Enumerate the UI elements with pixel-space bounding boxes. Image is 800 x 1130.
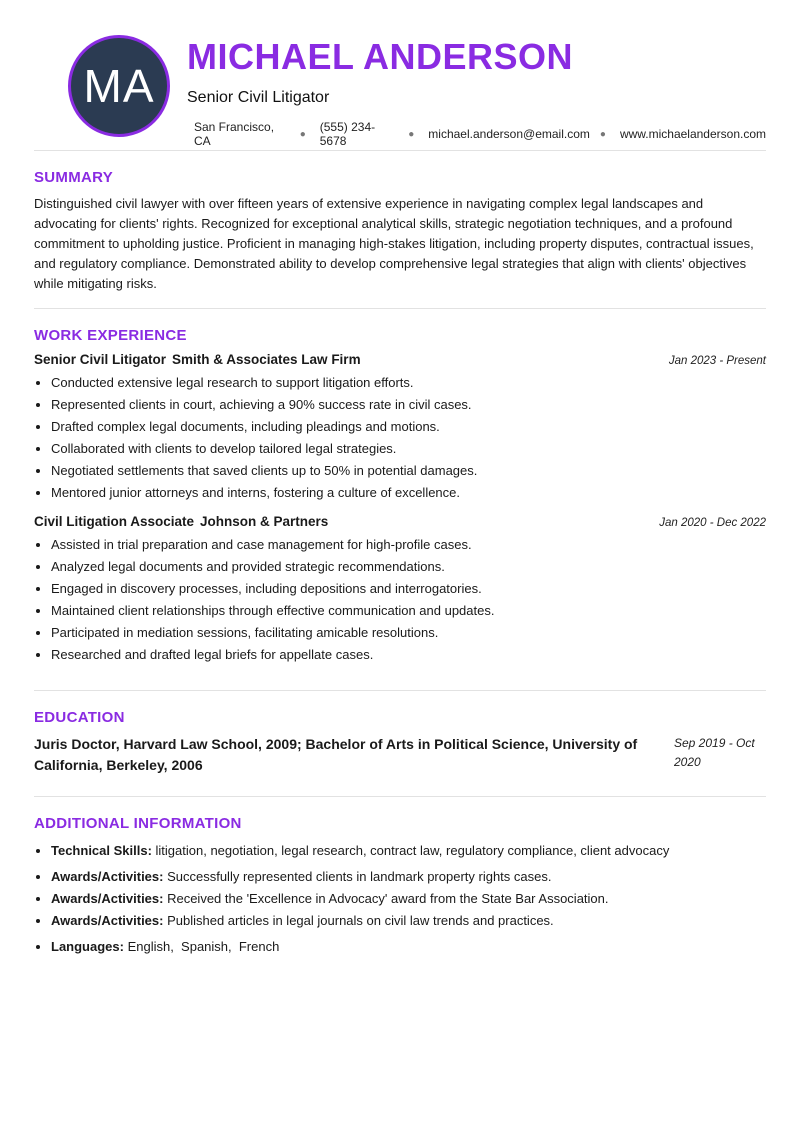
list-item: • Participated in mediation sessions, facilitating amicable resolutions. [51, 622, 766, 644]
summary-section [34, 151, 766, 308]
education-section [34, 691, 766, 796]
job-date: Jan 2023 - Present [668, 355, 766, 367]
job-role: Senior Civil Litigator [34, 352, 167, 367]
list-item: • Collaborated with clients to develop tailored legal strategies. [51, 438, 766, 460]
job-bullets [34, 534, 766, 666]
experience-section [34, 309, 766, 690]
experience-heading: WORK EXPERIENCE [34, 327, 187, 344]
job-company: Johnson & Partners [200, 514, 329, 529]
job-entry [34, 352, 766, 504]
list-item: • Researched and drafted legal briefs for appellate cases. [51, 644, 766, 666]
summary-text: Distinguished civil lawyer with over fifteen years of extensive experience in navigating complex legal landscapes and advocating for clients' rights. Recognized for exceptional analytical skills, strategic negotiation techniques, and a profound commitment to upholding justice. Proficient in managing high-stakes litigation, including property disputes, contractual issues, and regulatory compliance. Demonstrated ability to develop comprehensive legal strategies that align with clients' objectives while mitigating risks. [34, 196, 754, 291]
contact-phone: (555) 234-5678 [319, 120, 376, 148]
info-label: Languages: [51, 939, 124, 954]
info-text: Successfully represented clients in landmark property rights cases. [163, 869, 552, 884]
list-item: • Engaged in discovery processes, including depositions and interrogatories. [51, 578, 766, 600]
list-item [51, 840, 766, 862]
job-title [34, 352, 361, 367]
job-title [34, 514, 328, 529]
info-label: Technical Skills: [51, 843, 152, 858]
list-item: • Drafted complex legal documents, including pleadings and motions. [51, 416, 766, 438]
contact-bar [194, 120, 766, 148]
education-degrees: Juris Doctor, Harvard Law School, 2009; Bachelor of Arts in Political Science, University of California, Berkeley, 2006 [34, 736, 638, 773]
list-item [51, 888, 766, 910]
candidate-name: MICHAEL ANDERSON [187, 36, 574, 77]
job-entry [34, 514, 766, 666]
separator-dot: ● [599, 128, 606, 140]
list-item [51, 866, 766, 888]
job-company: Smith & Associates Law Firm [172, 352, 361, 367]
list-item: • Represented clients in court, achieving a 90% success rate in civil cases. [51, 394, 766, 416]
info-label: Awards/Activities: [51, 913, 164, 928]
contact-website[interactable]: www.michaelanderson.com [619, 127, 766, 141]
contact-location: San Francisco, CA [194, 120, 275, 148]
list-item: • Maintained client relationships through effective communication and updates. [51, 600, 766, 622]
list-item: • Conducted extensive legal research to support litigation efforts. [51, 372, 766, 394]
education-heading: EDUCATION [34, 709, 125, 726]
job-role: Civil Litigation Associate [34, 514, 195, 529]
info-text: Received the 'Excellence in Advocacy' award from the State Bar Association. [163, 891, 609, 906]
list-item: • Analyzed legal documents and provided strategic recommendations. [51, 556, 766, 578]
separator-dot: ● [408, 128, 415, 140]
list-item [51, 910, 766, 932]
list-item: • Mentored junior attorneys and interns, fostering a culture of excellence. [51, 482, 766, 504]
additional-section [34, 797, 766, 958]
education-date: Sep 2019 - Oct 2020 [674, 736, 755, 769]
additional-heading: ADDITIONAL INFORMATION [34, 815, 242, 832]
contact-email[interactable]: michael.anderson@email.com [428, 127, 590, 141]
avatar: MA [68, 35, 170, 137]
job-date: Jan 2020 - Dec 2022 [659, 517, 766, 529]
list-item [51, 936, 766, 958]
info-label: Awards/Activities: [51, 869, 164, 884]
info-label: Awards/Activities: [51, 891, 164, 906]
summary-heading: SUMMARY [34, 169, 114, 186]
info-text: litigation, negotiation, legal research, contract law, regulatory compliance, client advocacy [151, 843, 670, 858]
resume-header [34, 0, 766, 150]
candidate-title: Senior Civil Litigator [187, 89, 330, 106]
info-text: English, Spanish, French [123, 939, 280, 954]
separator-dot: ● [299, 128, 306, 140]
list-item: • Assisted in trial preparation and case management for high-profile cases. [51, 534, 766, 556]
job-bullets [34, 372, 766, 504]
additional-list [34, 840, 766, 958]
list-item: • Negotiated settlements that saved clients up to 50% in potential damages. [51, 460, 766, 482]
info-text: Published articles in legal journals on civil law trends and practices. [163, 913, 554, 928]
